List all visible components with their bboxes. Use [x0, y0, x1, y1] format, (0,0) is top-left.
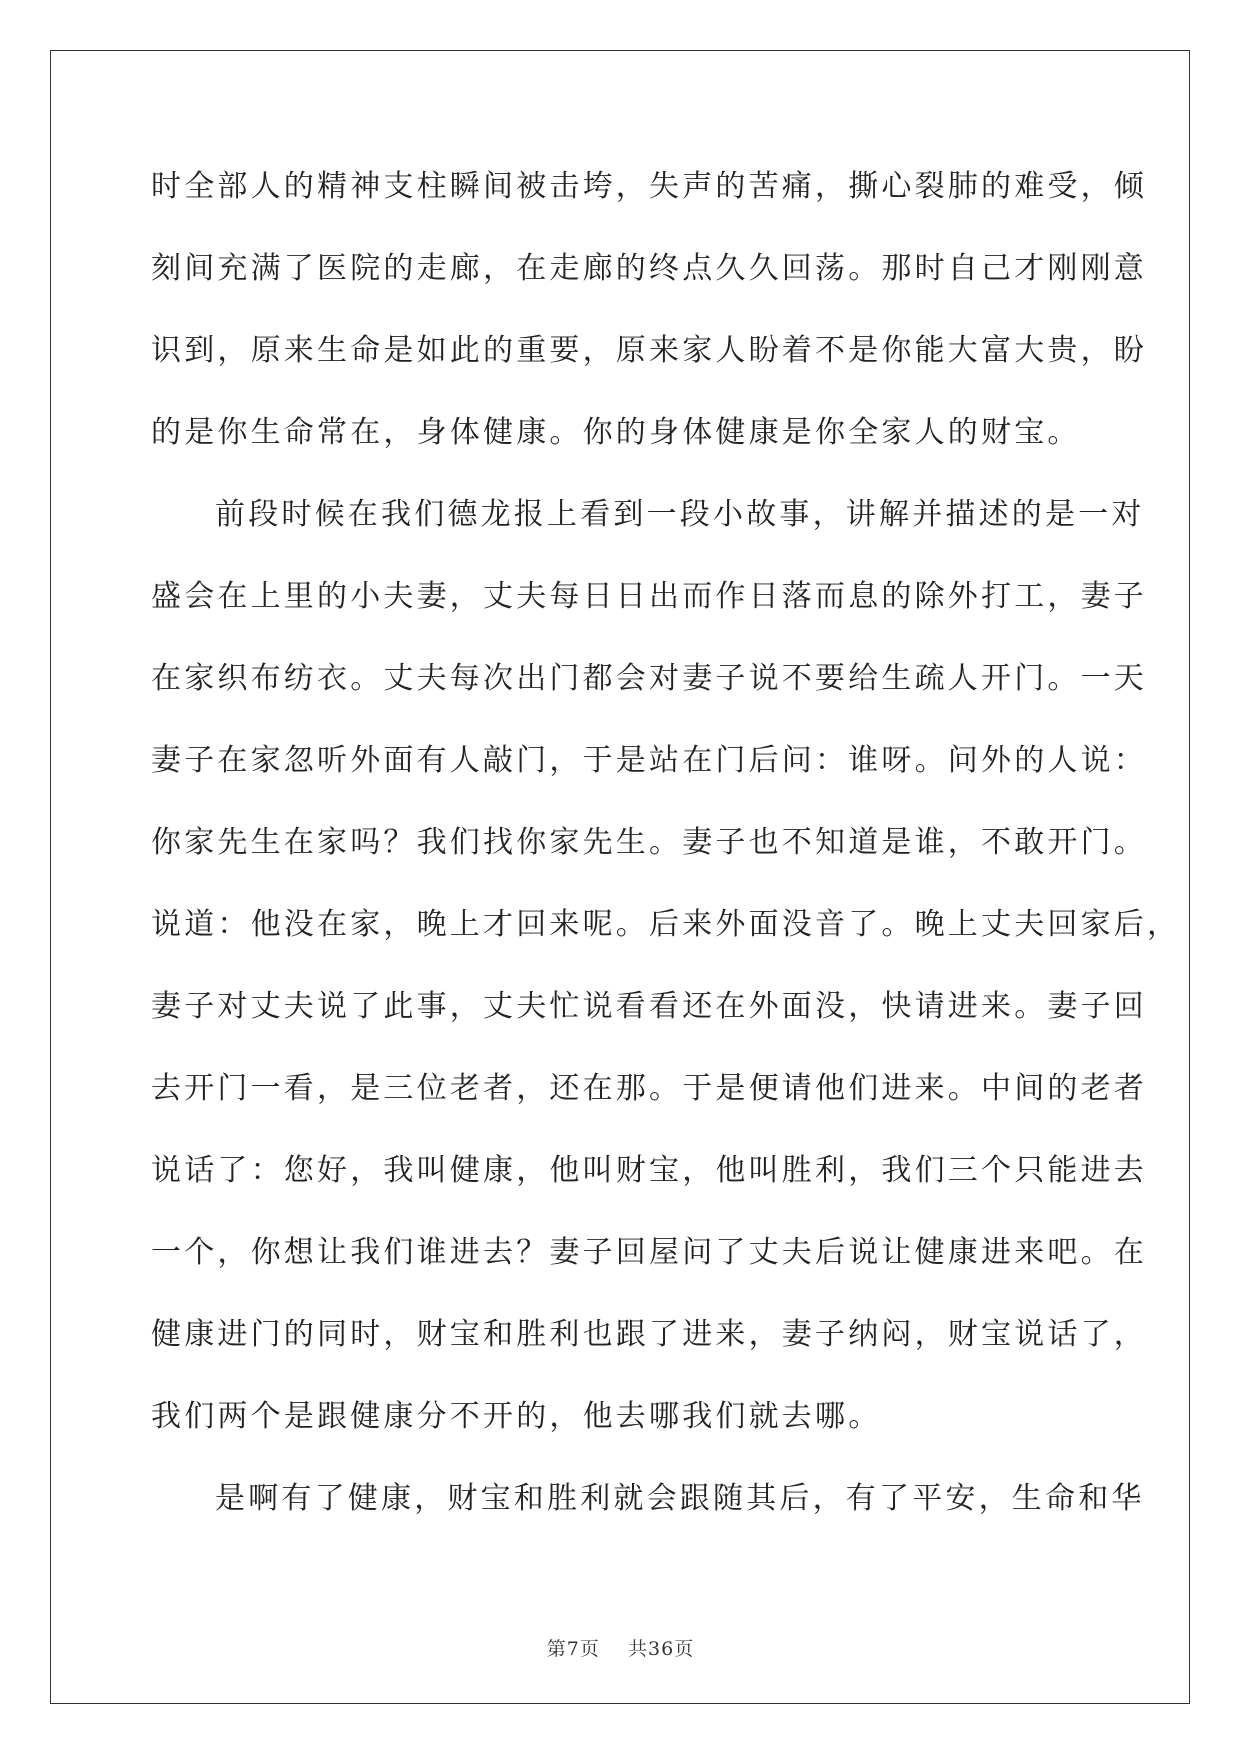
text-line: 我们两个是跟健康分不开的，他去哪我们就去哪。	[151, 1399, 882, 1434]
text-line: 是啊有了健康，财宝和胜利就会跟随其后，有了平安，生命和华	[215, 1481, 1145, 1516]
text-line: 的是你生命常在，身体健康。你的身体健康是你全家人的财宝。	[151, 415, 1081, 450]
text-line: 说道：他没在家，晚上才回来呢。后来外面没音了。晚上丈夫回家后，	[151, 907, 1181, 942]
text-line: 在家织布纺衣。丈夫每次出门都会对妻子说不要给生疏人开门。一天	[151, 661, 1147, 696]
footer-page-number: 7	[566, 1638, 580, 1660]
text-line: 妻子在家忽听外面有人敲门，于是站在门后问：谁呀。问外的人说：	[151, 743, 1147, 778]
document-body	[151, 160, 1181, 1554]
text-line: 刻间充满了医院的走廊，在走廊的终点久久回荡。那时自己才刚刚意	[151, 251, 1147, 286]
text-line: 你家先生在家吗？我们找你家先生。妻子也不知道是谁，不敢开门。	[151, 825, 1147, 860]
text-line: 盛会在上里的小夫妻，丈夫每日日出而作日落而息的除外打工，妻子	[151, 579, 1147, 614]
page-footer	[0, 1634, 1241, 1661]
text-line: 前段时候在我们德龙报上看到一段小故事，讲解并描述的是一对	[215, 497, 1145, 532]
footer-total-prefix: 共	[628, 1638, 649, 1660]
text-line: 妻子对丈夫说了此事，丈夫忙说看看还在外面没，快请进来。妻子回	[151, 989, 1147, 1024]
footer-total-pages: 36	[648, 1638, 675, 1660]
footer-total-suffix: 页	[674, 1638, 695, 1660]
footer-page-suffix: 页	[579, 1638, 600, 1660]
text-line: 时全部人的精神支柱瞬间被击垮，失声的苦痛，撕心裂肺的难受，倾	[151, 169, 1147, 204]
text-line: 一个，你想让我们谁进去？妻子回屋问了丈夫后说让健康进来吧。在	[151, 1235, 1147, 1270]
footer-page-prefix: 第	[546, 1638, 567, 1660]
text-line: 健康进门的同时，财宝和胜利也跟了进来，妻子纳闷，财宝说话了，	[151, 1317, 1147, 1352]
text-line: 去开门一看，是三位老者，还在那。于是便请他们进来。中间的老者	[151, 1071, 1147, 1106]
text-line: 说话了：您好，我叫健康，他叫财宝，他叫胜利，我们三个只能进去	[151, 1153, 1147, 1188]
text-line: 识到，原来生命是如此的重要，原来家人盼着不是你能大富大贵，盼	[151, 333, 1147, 368]
